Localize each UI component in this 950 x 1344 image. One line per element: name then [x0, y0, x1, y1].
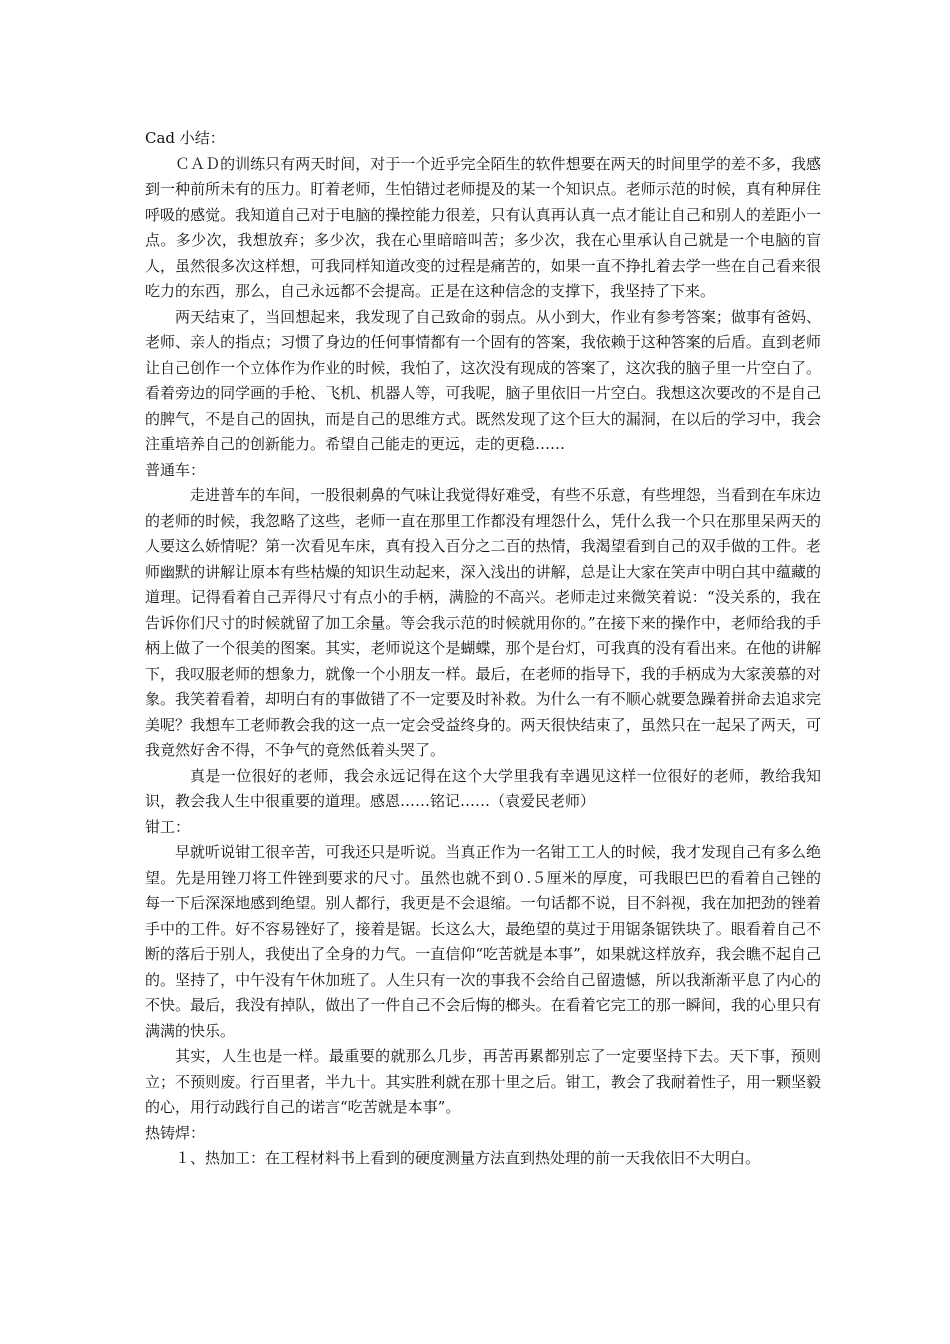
paragraph-fitter-1: 早就听说钳工很辛苦，可我还只是听说。当真正作为一名钳工工人的时候，我才发现自己有多么绝望。先是用锉刀将工件锉到要求的尺寸。虽然也就不到０.５厘米的厚度，可我眼巴巴的看着自己锉的每一下后深深地感到绝望。别人都行，我更是不会退缩。一句话都不说，目不斜视，我在加把劲的锉着手中的工件。好不容易锉好了，接着是锯。长这么大，最绝望的莫过于用锯条锯铁块了。眼看着自己不断的落后于别人，我使出了全身的力气。一直信仰“吃苦就是本事”，如果就这样放弃，我会瞧不起自己的。坚持了，中午没有午休加班了。人生只有一次的事我不会给自己留遗憾，所以我渐渐平息了内心的不快。最后，我没有掉队，做出了一件自己不会后悔的榔头。在看着它完工的那一瞬间，我的心里只有满满的快乐。 — [145, 843, 821, 1040]
section-heading-cad: Cad 小结： — [145, 129, 225, 147]
paragraph-cad-2: 两天结束了，当回想起来，我发现了自己致命的弱点。从小到大，作业有参考答案；做事有爸妈、老师、亲人的指点；习惯了身边的任何事情都有一个固有的答案，我依赖于这种答案的后盾。直到老师让自己创作一个立体作为作业的时候，我怕了，这次没有现成的答案了，这次我的脑子里一片空白了。看着旁边的同学画的手枪、飞机、机器人等，可我呢，脑子里依旧一片空白。我想这次要改的不是自己的脾气，不是自己的固执，而是自己的思维方式。既然发现了这个巨大的漏洞，在以后的学习中，我会注重培养自己的创新能力。希望自己能走的更远，走的更稳…… — [145, 307, 821, 453]
paragraph-lathe-2: 真是一位很好的老师，我会永远记得在这个大学里我有幸遇见这样一位很好的老师，教给我知识，教会我人生中很重要的道理。感恩……铭记……（袁爱民老师） — [145, 766, 821, 810]
paragraph-lathe-1: 走进普车的车间，一股很刺鼻的气味让我觉得好难受，有些不乐意，有些埋怨，当看到在车床边的老师的时候，我忽略了这些，老师一直在那里工作都没有埋怨什么，凭什么我一个只在那里呆两天的人要这么娇情呢？第一次看见车床，真有投入百分之二百的热情，我渴望看到自己的双手做的工件。老师幽默的讲解让原本有些枯燥的知识生动起来，深入浅出的讲解，总是让大家在笑声中明白其中蕴藏的道理。记得看着自己弄得尺寸有点小的手柄，满脸的不高兴。老师走过来微笑着说：“没关系的，我在告诉你们尺寸的时候就留了加工余量。等会我示范的时候就用你的。”在接下来的操作中，老师给我的手柄上做了一个很美的图案。其实，老师说这个是蝴蝶，那个是台灯，可我真的没有看出来。在他的讲解下，我叹服老师的想象力，就像一个小朋友一样。最后，在老师的指导下，我的手柄成为大家羡慕的对象。我笑着看着，却明白有的事做错了不一定要及时补救。为什么一有不顺心就要急躁着拼命去追求完美呢？我想车工老师教会我的这一点一定会受益终身的。两天很快结束了，虽然只在一起呆了两天，可我竟然好舍不得，不争气的竟然低着头哭了。 — [145, 486, 821, 759]
paragraph-fitter-2: 其实，人生也是一样。最重要的就那么几步，再苦再累都别忘了一定要坚持下去。天下事，预则立；不预则废。行百里者，半九十。其实胜利就在那十里之后。钳工，教会了我耐着性子，用一颗坚毅的心，用行动践行自己的诺言“吃苦就是本事”。 — [145, 1047, 821, 1116]
section-heading-fitter: 钳工： — [145, 817, 191, 836]
paragraph-cad-1: ＣＡＤ的训练只有两天时间，对于一个近乎完全陌生的软件想要在两天的时间里学的差不多，我感到一种前所未有的压力。盯着老师，生怕错过老师提及的某一个知识点。老师示范的时候，真有种屏住呼吸的感觉。我知道自己对于电脑的操控能力很差，只有认真再认真一点才能让自己和别人的差距小一点。多少次，我想放弃；多少次，我在心里暗暗叫苦；多少次，我在心里承认自己就是一个电脑的盲人，虽然很多次这样想，可我同样知道改变的过程是痛苦的，如果一直不挣扎着去学一些在自己看来很吃力的东西，那么，自己永远都不会提高。正是在这种信念的支撑下，我坚持了下来。 — [145, 154, 821, 300]
section-heading-hot-working: 热铸焊： — [145, 1123, 206, 1142]
document-page — [145, 126, 821, 1172]
section-heading-lathe: 普通车： — [145, 460, 206, 479]
paragraph-hot-working-1: １、热加工：在工程材料书上看到的硬度测量方法直到热处理的前一天我依旧不大明白。 — [175, 1149, 761, 1167]
